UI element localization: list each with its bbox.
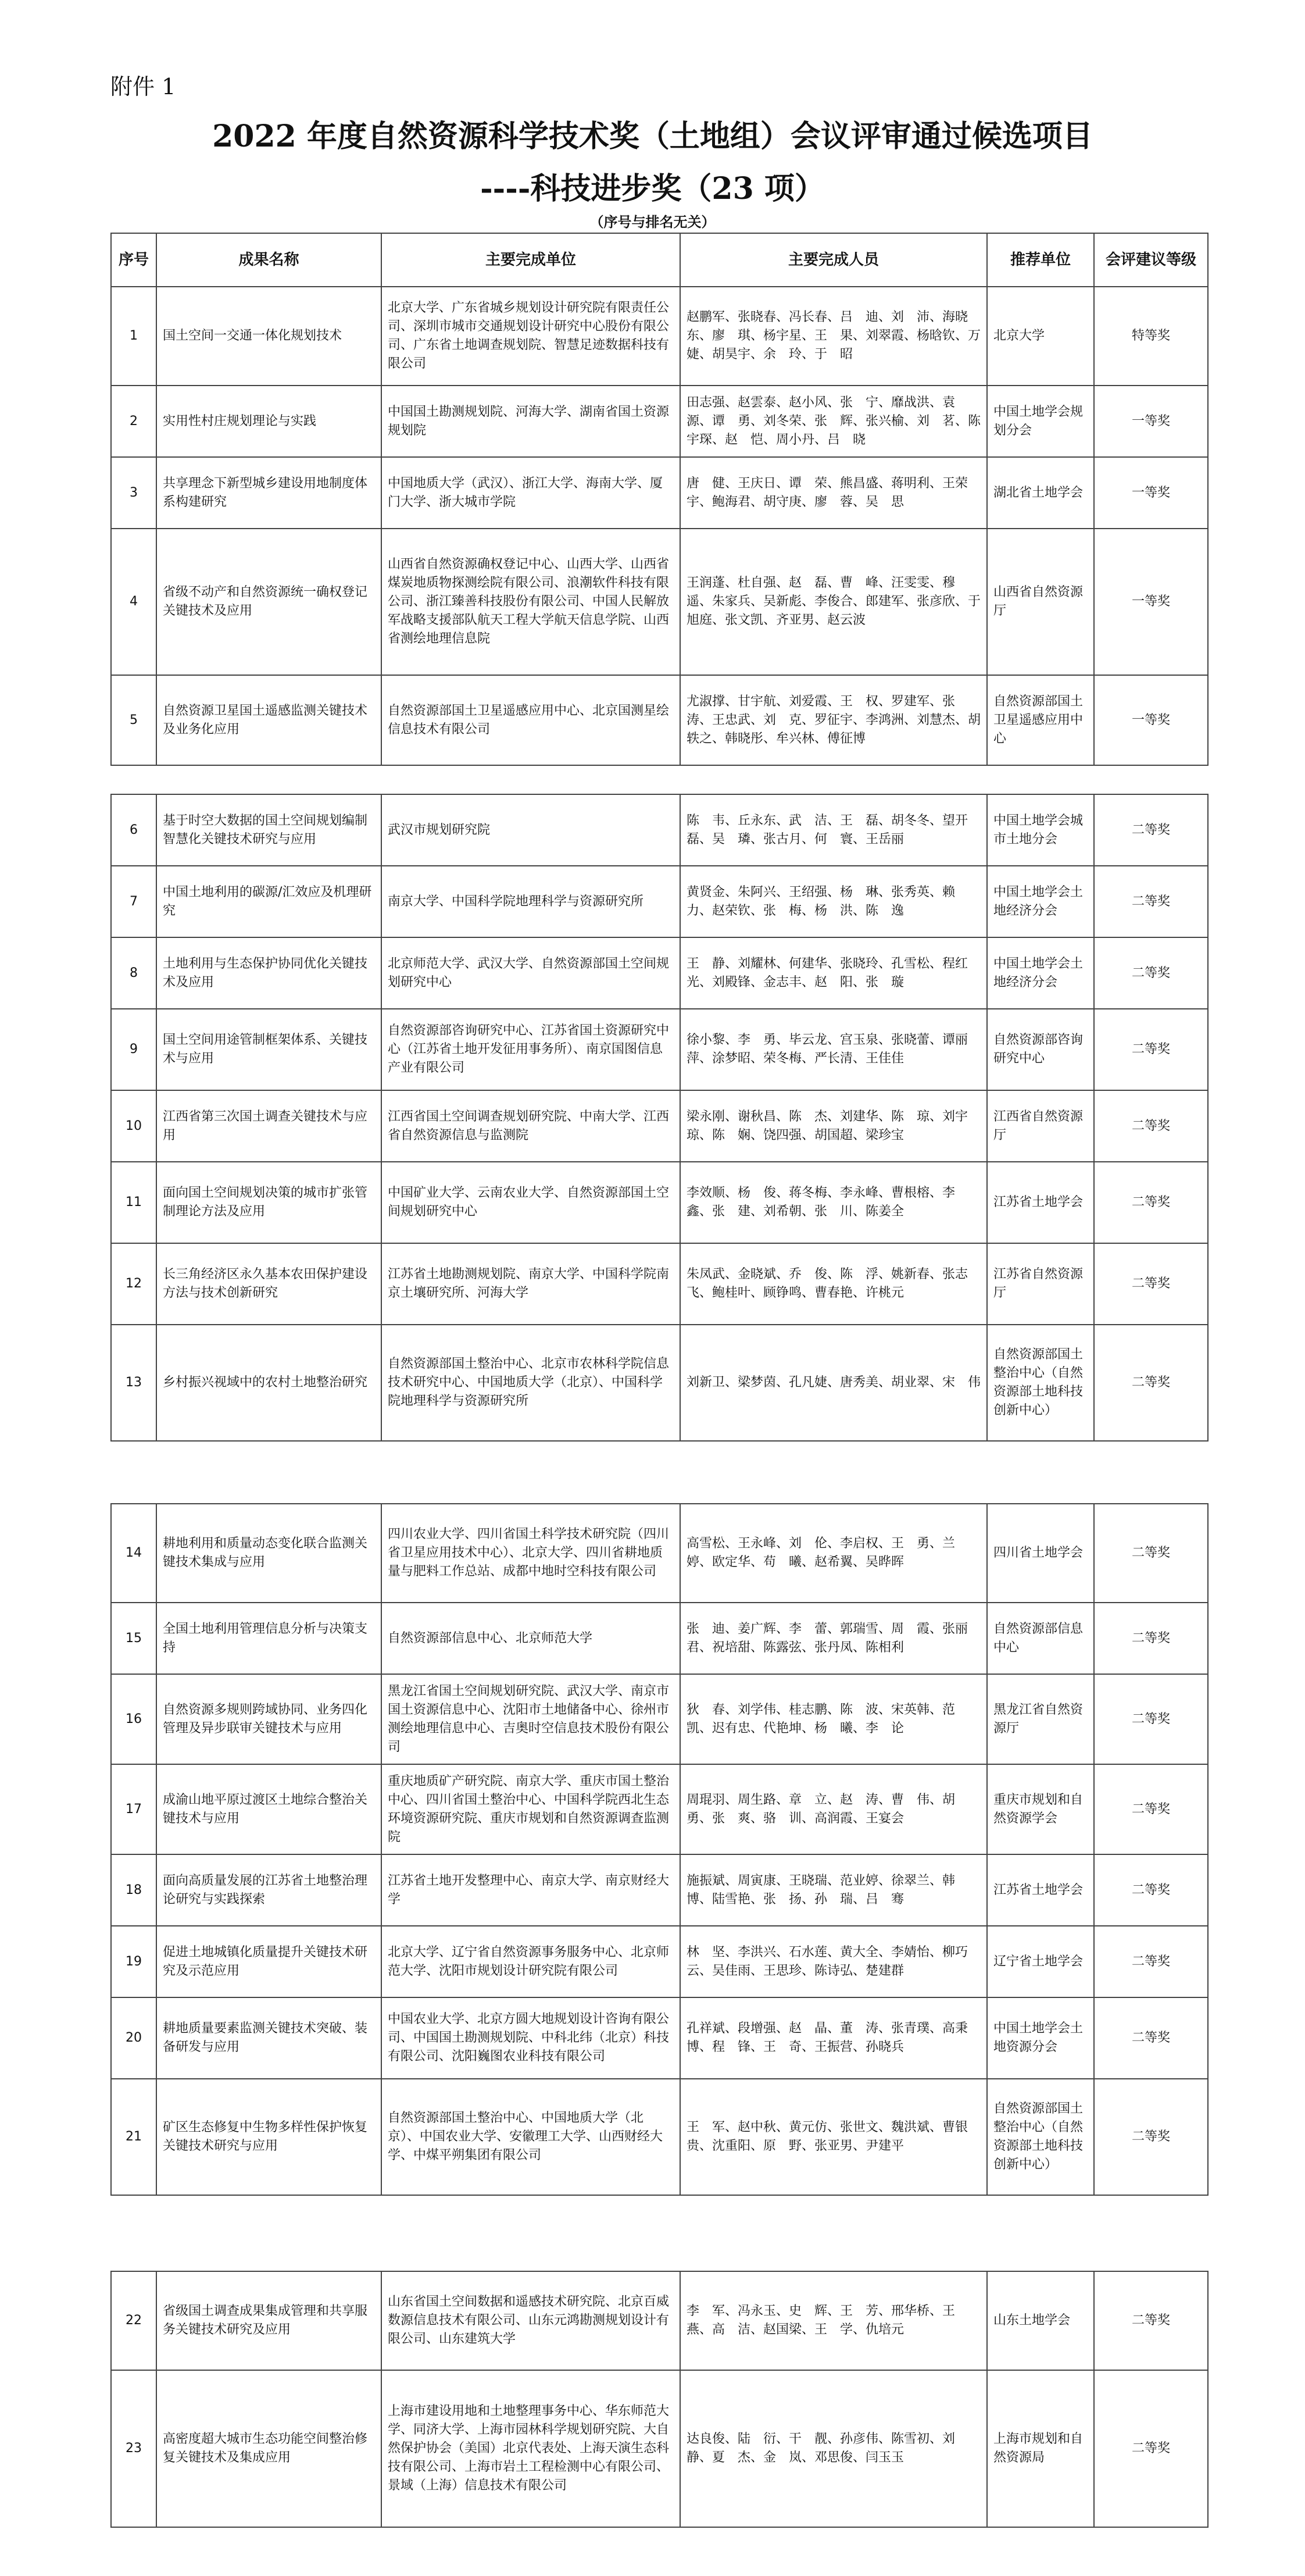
award-level: 二等奖 — [1094, 866, 1208, 937]
recommending-unit: 中国土地学会城市土地分会 — [987, 794, 1094, 866]
table-row — [111, 1764, 1208, 1854]
recommending-unit: 江苏省自然资源厅 — [987, 1243, 1094, 1325]
table-row — [111, 2370, 1208, 2527]
project-name: 全国土地利用管理信息分析与决策支持 — [156, 1603, 381, 1674]
project-name: 耕地利用和质量动态变化联合监测关键技术集成与应用 — [156, 1504, 381, 1603]
award-level: 二等奖 — [1094, 1162, 1208, 1243]
completing-people: 田志强、赵雲泰、赵小风、张 宁、靡战洪、袁 源、谭 勇、刘冬荣、张 辉、张兴榆、刘 茗、陈宇琛、赵 恺、周小丹、吕 晓 — [680, 386, 987, 457]
completing-units: 中国农业大学、北京方圆大地规划设计咨询有限公司、中国国土勘测规划院、中科北纬（北京）科技有限公司、沈阳巍图农业科技有限公司 — [381, 1997, 680, 2079]
table-row — [111, 2271, 1208, 2370]
project-name: 成渝山地平原过渡区土地综合整治关键技术与应用 — [156, 1764, 381, 1854]
results-table-part-4 — [110, 2271, 1209, 2528]
table-row — [111, 529, 1208, 675]
table-row — [111, 1009, 1208, 1090]
project-name: 面向国土空间规划决策的城市扩张管制理论方法及应用 — [156, 1162, 381, 1243]
completing-units: 南京大学、中国科学院地理科学与资源研究所 — [381, 866, 680, 937]
project-name: 矿区生态修复中生物多样性保护恢复关键技术研究与应用 — [156, 2079, 381, 2195]
award-level: 二等奖 — [1094, 1674, 1208, 1764]
recommending-unit: 辽宁省土地学会 — [987, 1926, 1094, 1997]
row-number: 14 — [111, 1504, 156, 1603]
row-number: 4 — [111, 529, 156, 675]
project-name: 基于时空大数据的国土空间规划编制智慧化关键技术研究与应用 — [156, 794, 381, 866]
table-row — [111, 2079, 1208, 2195]
project-name: 长三角经济区永久基本农田保护建设方法与技术创新研究 — [156, 1243, 381, 1325]
table-row — [111, 457, 1208, 529]
recommending-unit: 自然资源部信息中心 — [987, 1603, 1094, 1674]
row-number: 3 — [111, 457, 156, 529]
project-name: 自然资源卫星国土遥感监测关键技术及业务化应用 — [156, 675, 381, 765]
table-row — [111, 1854, 1208, 1926]
header-people: 主要完成人员 — [680, 233, 987, 287]
header-no: 序号 — [111, 233, 156, 287]
completing-units: 山东省国土空间数据和遥感技术研究院、北京百威数源信息技术有限公司、山东元鸿勘测规划设计有限公司、山东建筑大学 — [381, 2271, 680, 2370]
project-name: 省级不动产和自然资源统一确权登记关键技术及应用 — [156, 529, 381, 675]
completing-people: 黄贤金、朱阿兴、王绍强、杨 琳、张秀英、赖 力、赵荣钦、张 梅、杨 洪、陈 逸 — [680, 866, 987, 937]
recommending-unit: 自然资源部国土整治中心（自然资源部土地科技创新中心） — [987, 2079, 1094, 2195]
completing-units: 江苏省土地勘测规划院、南京大学、中国科学院南京土壤研究所、河海大学 — [381, 1243, 680, 1325]
completing-people: 达良俊、陆 衍、干 靓、孙彦伟、陈雪初、刘 静、夏 杰、金 岚、邓思俊、闫玉玉 — [680, 2370, 987, 2527]
table-row — [111, 1674, 1208, 1764]
completing-people: 陈 韦、丘永东、武 洁、王 磊、胡冬冬、望开磊、吴 璘、张古月、何 寰、王岳丽 — [680, 794, 987, 866]
project-name: 江西省第三次国土调查关键技术与应用 — [156, 1090, 381, 1162]
table-row — [111, 1243, 1208, 1325]
completing-people: 李 军、冯永玉、史 辉、王 芳、邢华桥、王 燕、高 洁、赵国梁、王 学、仇培元 — [680, 2271, 987, 2370]
completing-people: 尤淑撑、甘宇航、刘爱霞、王 权、罗建军、张 涛、王忠武、刘 克、罗征宇、李鸿洲、刘慧杰、胡轶之、韩晓彤、牟兴林、傅征博 — [680, 675, 987, 765]
completing-units: 自然资源部咨询研究中心、江苏省国土资源研究中心（江苏省土地开发征用事务所）、南京国图信息产业有限公司 — [381, 1009, 680, 1090]
award-level: 一等奖 — [1094, 529, 1208, 675]
table-row — [111, 1162, 1208, 1243]
project-name: 国土空间用途管制框架体系、关键技术与应用 — [156, 1009, 381, 1090]
completing-units: 四川农业大学、四川省国土科学技术研究院（四川省卫星应用技术中心）、北京大学、四川省耕地质量与肥料工作总站、成都中地时空科技有限公司 — [381, 1504, 680, 1603]
order-note: （序号与排名无关） — [589, 213, 716, 230]
award-level: 二等奖 — [1094, 1325, 1208, 1441]
project-name: 省级国土调查成果集成管理和共享服务关键技术研究及应用 — [156, 2271, 381, 2370]
table-row — [111, 937, 1208, 1009]
row-number: 19 — [111, 1926, 156, 1997]
table-row — [111, 1090, 1208, 1162]
completing-people: 赵鹏军、张晓春、冯长春、吕 迪、刘 沛、海晓东、廖 琪、杨宇星、王 果、刘翠霞、杨晗钦、万 婕、胡昊宇、余 玲、于 昭 — [680, 287, 987, 386]
completing-units: 自然资源部信息中心、北京师范大学 — [381, 1603, 680, 1674]
completing-people: 王润蓬、杜自强、赵 磊、曹 峰、汪雯雯、穆 遥、朱家兵、吴新彪、李俊合、郎建军、张彦欣、于旭庭、张文凯、齐亚男、赵云波 — [680, 529, 987, 675]
table-row — [111, 1504, 1208, 1603]
completing-people: 施振斌、周寅康、王晓瑞、范业婷、徐翠兰、韩 博、陆雪艳、张 扬、孙 瑞、吕 骞 — [680, 1854, 987, 1926]
row-number: 10 — [111, 1090, 156, 1162]
recommending-unit: 黑龙江省自然资源厅 — [987, 1674, 1094, 1764]
completing-units: 中国矿业大学、云南农业大学、自然资源部国土空间规划研究中心 — [381, 1162, 680, 1243]
table-row — [111, 675, 1208, 765]
completing-units: 自然资源部国土整治中心、中国地质大学（北京）、中国农业大学、安徽理工大学、山西财经大学、中煤平朔集团有限公司 — [381, 2079, 680, 2195]
recommending-unit: 自然资源部国土整治中心（自然资源部土地科技创新中心） — [987, 1325, 1094, 1441]
recommending-unit: 北京大学 — [987, 287, 1094, 386]
completing-units: 自然资源部国土卫星遥感应用中心、北京国测星绘信息技术有限公司 — [381, 675, 680, 765]
document-title: 2022 年度自然资源科学技术奖（土地组）会议评审通过候选项目 — [212, 119, 1093, 154]
completing-units: 江苏省土地开发整理中心、南京大学、南京财经大学 — [381, 1854, 680, 1926]
completing-units: 武汉市规划研究院 — [381, 794, 680, 866]
completing-units: 江西省国土空间调查规划研究院、中南大学、江西省自然资源信息与监测院 — [381, 1090, 680, 1162]
award-level: 二等奖 — [1094, 1090, 1208, 1162]
row-number: 17 — [111, 1764, 156, 1854]
completing-units: 重庆地质矿产研究院、南京大学、重庆市国土整治中心、四川省国土整治中心、中国科学院西北生态环境资源研究院、重庆市规划和自然资源调查监测院 — [381, 1764, 680, 1854]
completing-people: 梁永刚、谢秋昌、陈 杰、刘建华、陈 琼、刘宇琼、陈 娴、饶四强、胡国超、梁珍宝 — [680, 1090, 987, 1162]
recommending-unit: 四川省土地学会 — [987, 1504, 1094, 1603]
row-number: 12 — [111, 1243, 156, 1325]
row-number: 22 — [111, 2271, 156, 2370]
completing-units: 北京大学、辽宁省自然资源事务服务中心、北京师范大学、沈阳市规划设计研究院有限公司 — [381, 1926, 680, 1997]
award-level: 二等奖 — [1094, 1854, 1208, 1926]
completing-people: 高雪松、王永峰、刘 伦、李启权、王 勇、兰 婷、欧定华、苟 曦、赵希翼、吴晔晖 — [680, 1504, 987, 1603]
row-number: 18 — [111, 1854, 156, 1926]
project-name: 实用性村庄规划理论与实践 — [156, 386, 381, 457]
header-level: 会评建议等级 — [1094, 233, 1208, 287]
table-row — [111, 287, 1208, 386]
award-level: 二等奖 — [1094, 1009, 1208, 1090]
award-level: 二等奖 — [1094, 1603, 1208, 1674]
recommending-unit: 中国土地学会规划分会 — [987, 386, 1094, 457]
completing-units: 山西省自然资源确权登记中心、山西大学、山西省煤炭地质物探测绘院有限公司、浪潮软件科技有限公司、浙江臻善科技股份有限公司、中国人民解放军战略支援部队航天工程大学航天信息学院、山西省测绘地理信息院 — [381, 529, 680, 675]
results-table-part-3 — [110, 1503, 1209, 2196]
award-level: 二等奖 — [1094, 1926, 1208, 1997]
recommending-unit: 中国土地学会土地资源分会 — [987, 1997, 1094, 2079]
table-row — [111, 794, 1208, 866]
results-table-part-2 — [110, 794, 1209, 1442]
completing-people: 张 迪、姜广辉、李 蕾、郭瑞雪、周 霞、张丽君、祝培甜、陈露弦、张丹凤、陈相利 — [680, 1603, 987, 1674]
row-number: 15 — [111, 1603, 156, 1674]
recommending-unit: 江苏省土地学会 — [987, 1162, 1094, 1243]
table-row — [111, 386, 1208, 457]
recommending-unit: 江西省自然资源厅 — [987, 1090, 1094, 1162]
row-number: 13 — [111, 1325, 156, 1441]
award-level: 二等奖 — [1094, 1504, 1208, 1603]
row-number: 16 — [111, 1674, 156, 1764]
document-subtitle: ----科技进步奖（23 项） — [480, 171, 825, 206]
row-number: 9 — [111, 1009, 156, 1090]
header-recommender: 推荐单位 — [987, 233, 1094, 287]
completing-people: 孔祥斌、段增强、赵 晶、董 涛、张青璞、高秉博、程 锋、王 奇、王振营、孙晓兵 — [680, 1997, 987, 2079]
recommending-unit: 江苏省土地学会 — [987, 1854, 1094, 1926]
project-name: 土地利用与生态保护协同优化关键技术及应用 — [156, 937, 381, 1009]
row-number: 7 — [111, 866, 156, 937]
row-number: 23 — [111, 2370, 156, 2527]
table-row — [111, 1926, 1208, 1997]
award-level: 二等奖 — [1094, 1764, 1208, 1854]
project-name: 促进土地城镇化质量提升关键技术研究及示范应用 — [156, 1926, 381, 1997]
project-name: 乡村振兴视域中的农村土地整治研究 — [156, 1325, 381, 1441]
completing-units: 北京大学、广东省城乡规划设计研究院有限责任公司、深圳市城市交通规划设计研究中心股份有限公司、广东省土地调查规划院、智慧足迹数据科技有限公司 — [381, 287, 680, 386]
table-row — [111, 1997, 1208, 2079]
completing-people: 林 坚、李洪兴、石水莲、黄大全、李婧怡、柳巧云、吴佳雨、王思珍、陈诗弘、楚建群 — [680, 1926, 987, 1997]
header-name: 成果名称 — [156, 233, 381, 287]
project-name: 自然资源多规则跨域协同、业务四化管理及异步联审关键技术与应用 — [156, 1674, 381, 1764]
recommending-unit: 自然资源部咨询研究中心 — [987, 1009, 1094, 1090]
project-name: 中国土地利用的碳源/汇效应及机理研究 — [156, 866, 381, 937]
completing-people: 刘新卫、梁梦茵、孔凡婕、唐秀美、胡业翠、宋 伟 — [680, 1325, 987, 1441]
completing-people: 狄 春、刘学伟、桂志鹏、陈 波、宋英韩、范 凯、迟有忠、代艳坤、杨 曦、李 论 — [680, 1674, 987, 1764]
recommending-unit: 自然资源部国土卫星遥感应用中心 — [987, 675, 1094, 765]
completing-units: 黑龙江省国土空间规划研究院、武汉大学、南京市国土资源信息中心、沈阳市土地储备中心、徐州市测绘地理信息中心、吉奥时空信息技术股份有限公司 — [381, 1674, 680, 1764]
award-level: 二等奖 — [1094, 2370, 1208, 2527]
recommending-unit: 山西省自然资源厅 — [987, 529, 1094, 675]
award-level: 一等奖 — [1094, 457, 1208, 529]
completing-people: 王 军、赵中秋、黄元仿、张世文、魏洪斌、曹银贵、沈重阳、原 野、张亚男、尹建平 — [680, 2079, 987, 2195]
table-row — [111, 1325, 1208, 1441]
completing-units: 中国国土勘测规划院、河海大学、湖南省国土资源规划院 — [381, 386, 680, 457]
completing-units: 自然资源部国土整治中心、北京市农林科学院信息技术研究中心、中国地质大学（北京）、中国科学院地理科学与资源研究所 — [381, 1325, 680, 1441]
row-number: 11 — [111, 1162, 156, 1243]
award-level: 特等奖 — [1094, 287, 1208, 386]
recommending-unit: 山东土地学会 — [987, 2271, 1094, 2370]
project-name: 国土空间一交通一体化规划技术 — [156, 287, 381, 386]
recommending-unit: 中国土地学会土地经济分会 — [987, 937, 1094, 1009]
completing-units: 中国地质大学（武汉）、浙江大学、海南大学、厦门大学、浙大城市学院 — [381, 457, 680, 529]
project-name: 耕地质量要素监测关键技术突破、装备研发与应用 — [156, 1997, 381, 2079]
attachment-label: 附件 1 — [110, 74, 176, 99]
award-level: 二等奖 — [1094, 2079, 1208, 2195]
row-number: 20 — [111, 1997, 156, 2079]
recommending-unit: 重庆市规划和自然资源学会 — [987, 1764, 1094, 1854]
row-number: 2 — [111, 386, 156, 457]
project-name: 高密度超大城市生态功能空间整治修复关键技术及集成应用 — [156, 2370, 381, 2527]
recommending-unit: 中国土地学会土地经济分会 — [987, 866, 1094, 937]
recommending-unit: 湖北省土地学会 — [987, 457, 1094, 529]
award-level: 一等奖 — [1094, 386, 1208, 457]
completing-people: 徐小黎、李 勇、毕云龙、宫玉泉、张晓蕾、谭丽萍、涂梦昭、荣冬梅、严长清、王佳佳 — [680, 1009, 987, 1090]
award-level: 一等奖 — [1094, 675, 1208, 765]
completing-people: 李效顺、杨 俊、蒋冬梅、李永峰、曹根榕、李 鑫、张 建、刘希朝、张 川、陈姜全 — [680, 1162, 987, 1243]
completing-people: 周琨羽、周生路、章 立、赵 涛、曹 伟、胡 勇、张 爽、骆 训、高润霞、王宴会 — [680, 1764, 987, 1854]
completing-people: 朱凤武、金晓斌、乔 俊、陈 浮、姚新春、张志飞、鲍桂叶、顾铮鸣、曹春艳、许桃元 — [680, 1243, 987, 1325]
row-number: 8 — [111, 937, 156, 1009]
award-level: 二等奖 — [1094, 1243, 1208, 1325]
completing-people: 王 静、刘耀林、何建华、张晓玲、孔雪松、程红光、刘殿锋、金志丰、赵 阳、张 璇 — [680, 937, 987, 1009]
completing-people: 唐 健、王庆日、谭 荣、熊昌盛、蒋明利、王荣宇、鲍海君、胡守庚、廖 蓉、吴 思 — [680, 457, 987, 529]
project-name: 面向高质量发展的江苏省土地整治理论研究与实践探索 — [156, 1854, 381, 1926]
award-level: 二等奖 — [1094, 937, 1208, 1009]
award-level: 二等奖 — [1094, 1997, 1208, 2079]
row-number: 5 — [111, 675, 156, 765]
header-units: 主要完成单位 — [381, 233, 680, 287]
row-number: 21 — [111, 2079, 156, 2195]
completing-units: 上海市建设用地和土地整理事务中心、华东师范大学、同济大学、上海市园林科学规划研究院、大自然保护协会（美国）北京代表处、上海天演生态科技有限公司、上海市岩土工程检测中心有限公司、景域（上海）信息技术有限公司 — [381, 2370, 680, 2527]
row-number: 1 — [111, 287, 156, 386]
completing-units: 北京师范大学、武汉大学、自然资源部国土空间规划研究中心 — [381, 937, 680, 1009]
table-row — [111, 866, 1208, 937]
table-row — [111, 1603, 1208, 1674]
award-level: 二等奖 — [1094, 2271, 1208, 2370]
award-level: 二等奖 — [1094, 794, 1208, 866]
results-table-part-1 — [110, 233, 1209, 766]
recommending-unit: 上海市规划和自然资源局 — [987, 2370, 1094, 2527]
project-name: 共享理念下新型城乡建设用地制度体系构建研究 — [156, 457, 381, 529]
row-number: 6 — [111, 794, 156, 866]
